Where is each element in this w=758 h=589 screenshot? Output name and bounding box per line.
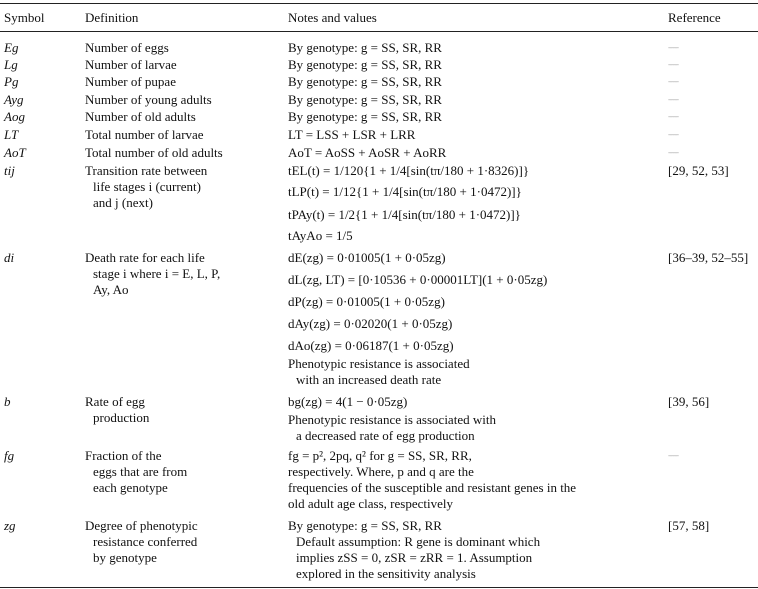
row-notes: frequencies of the susceptible and resistant genes in the [288,480,577,495]
row-notes: bg(zg) = 4(1 − 0·05zg) [288,394,408,409]
header-notes: Notes and values [288,10,377,25]
row-definition: life stages i (current) [93,179,201,194]
row-notes: dAy(zg) = 0·02020(1 + 0·05zg) [288,316,453,331]
row-definition: and j (next) [93,195,153,210]
row-reference: ------ [668,112,678,121]
row-definition: Fraction of the [85,448,162,463]
header-reference: Reference [668,10,721,25]
row-definition: Number of young adults [85,92,212,107]
row-notes: dAo(zg) = 0·06187(1 + 0·05zg) [288,338,454,353]
row-symbol: fg [4,448,15,463]
row-notes: dL(zg, LT) = [0·10536 + 0·00001LT](1 + 0·05zg) [288,272,548,287]
row-notes: with an increased death rate [296,372,442,387]
top-rule [0,3,758,4]
row-notes: By genotype: g = SS, SR, RR [288,74,442,89]
row-notes: By genotype: g = SS, SR, RR [288,518,442,533]
row-symbol: tij [4,163,15,178]
row-reference: [29, 52, 53] [668,163,729,178]
row-reference: [39, 56] [668,394,710,409]
row-notes: LT = LSS + LSR + LRR [288,127,416,142]
row-notes: Default assumption: R gene is dominant which [296,534,541,549]
row-definition: Number of old adults [85,109,196,124]
row-definition: Total number of larvae [85,127,204,142]
row-definition: Degree of phenotypic [85,518,198,533]
row-notes: a decreased rate of egg production [296,428,475,443]
row-notes: tLP(t) = 1/12{1 + 1/4[sin(tπ/180 + 1·0472)]} [288,184,522,199]
row-notes: fg = p², 2pq, q² for g = SS, SR, RR, [288,448,472,463]
row-reference: ------ [668,130,678,139]
row-notes: By genotype: g = SS, SR, RR [288,92,442,107]
row-definition: by genotype [93,550,157,565]
row-notes: tEL(t) = 1/120{1 + 1/4[sin(tπ/180 + 1·8326)]} [288,163,530,178]
row-reference: [57, 58] [668,518,710,533]
row-symbol: Pg [4,74,19,89]
row-definition: each genotype [93,480,168,495]
row-definition: Number of pupae [85,74,176,89]
row-notes: tAyAo = 1/5 [288,228,353,243]
row-definition: Rate of egg [85,394,145,409]
row-definition: Number of larvae [85,57,177,72]
row-symbol: Lg [4,57,18,72]
row-reference: ------ [668,95,678,104]
header-symbol: Symbol [4,10,45,25]
row-notes: By genotype: g = SS, SR, RR [288,57,442,72]
row-symbol: LT [4,127,19,142]
row-notes: Phenotypic resistance is associated [288,356,470,371]
row-symbol: AoT [4,145,26,160]
row-definition: Total number of old adults [85,145,223,160]
row-reference: ------ [668,77,678,86]
row-symbol: zg [4,518,16,533]
row-symbol: Aog [4,109,25,124]
row-reference: ------ [668,451,678,460]
header-definition: Definition [85,10,139,25]
row-notes: tPAy(t) = 1/2{1 + 1/4[sin(tπ/180 + 1·0472)]} [288,207,521,222]
row-symbol: di [4,250,15,265]
row-notes: AoT = AoSS + AoSR + AoRR [288,145,447,160]
row-notes: implies zSS = 0, zSR = zRR = 1. Assumption [296,550,533,565]
row-symbol: Eg [4,40,19,55]
row-definition: stage i where i = E, L, P, [93,266,221,281]
row-definition: eggs that are from [93,464,188,479]
row-definition: production [93,410,150,425]
bottom-rule [0,587,758,588]
row-notes: By genotype: g = SS, SR, RR [288,109,442,124]
row-notes: dE(zg) = 0·01005(1 + 0·05zg) [288,250,446,265]
row-definition: Ay, Ao [93,282,129,297]
row-reference: [36–39, 52–55] [668,250,749,265]
row-notes: respectively. Where, p and q are the [288,464,474,479]
row-definition: resistance conferred [93,534,198,549]
row-reference: ------ [668,43,678,52]
row-symbol: Ayg [4,92,24,107]
row-definition: Number of eggs [85,40,169,55]
row-notes: By genotype: g = SS, SR, RR [288,40,442,55]
row-notes: explored in the sensitivity analysis [296,566,476,581]
row-reference: ------ [668,148,678,157]
row-symbol: b [4,394,11,409]
row-notes: old adult age class, respectively [288,496,453,511]
row-reference: ------ [668,60,678,69]
row-notes: Phenotypic resistance is associated with [288,412,496,427]
header-rule [0,31,758,32]
row-definition: Transition rate between [85,163,208,178]
row-notes: dP(zg) = 0·01005(1 + 0·05zg) [288,294,445,309]
row-definition: Death rate for each life [85,250,205,265]
